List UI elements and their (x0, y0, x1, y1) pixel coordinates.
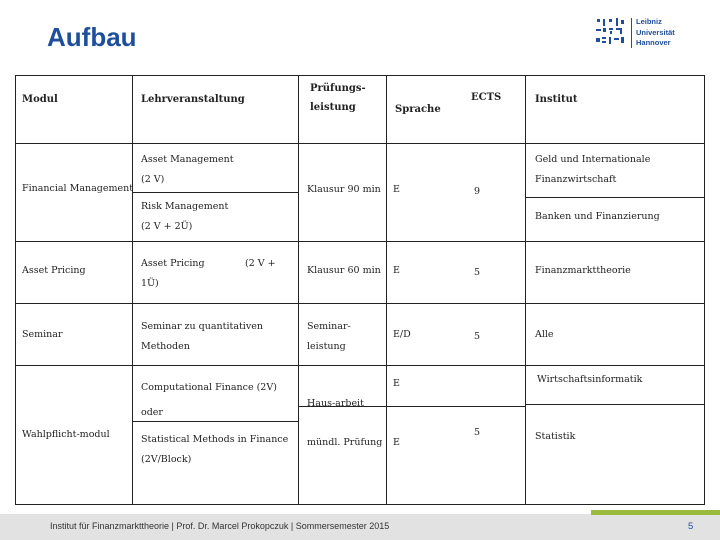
statistical-methods-course-line-1: Statistical Methods in Finance (141, 434, 289, 445)
header-pruefungsleistung-line-1: Prüfungs- (310, 83, 366, 94)
seminar-sprache: E/D (393, 329, 411, 340)
header-pruefungsleistung (310, 79, 366, 117)
wahlpflicht-pruefung-hausarbeit: Haus-arbeit (307, 398, 364, 409)
seminar-pruefung-line-1: Seminar- (307, 321, 351, 332)
row-divider (15, 241, 705, 242)
statistical-methods-course-line-2: (2V/Block) (141, 454, 192, 465)
footer-text: Institut für Finanzmarkttheorie | Prof. Dr. Marcel Prokopczuk | Sommersemester 2015 (50, 521, 390, 531)
seminar-ects: 5 (474, 331, 481, 342)
header-sprache: Sprache (395, 104, 441, 115)
header-modul: Modul (22, 94, 58, 105)
asset-pricing-course-name: Asset Pricing (141, 258, 205, 269)
row-divider (15, 143, 705, 144)
wahlpflicht-institut-2: Statistik (535, 431, 576, 442)
row-divider (525, 404, 705, 405)
wahlpflicht-sprache-1: E (393, 378, 400, 389)
seminar-modul: Seminar (22, 329, 63, 340)
footer-accent-bar (591, 510, 720, 515)
asset-pricing-ects: 5 (474, 267, 481, 278)
logo-line-2: Universität (636, 27, 675, 37)
asset-management-course-line-2: (2 V) (141, 174, 165, 185)
logo-line-1: Leibniz (636, 17, 662, 26)
page-number: 5 (688, 521, 694, 532)
financial-management-ects: 9 (474, 186, 481, 197)
column-divider (132, 75, 133, 505)
asset-pricing-pruefung: Klausur 60 min (307, 265, 381, 276)
row-divider (132, 421, 298, 422)
statistical-methods-course (141, 430, 288, 470)
header-pruefungsleistung-line-2: leistung (310, 102, 356, 113)
row-divider (15, 365, 705, 366)
financial-management-institut-1 (535, 150, 650, 190)
risk-management-course-line-1: Risk Management (141, 201, 229, 212)
row-divider (15, 303, 705, 304)
institut-geld-line-2: Finanzwirtschaft (535, 174, 617, 185)
asset-pricing-course-line-1 (141, 254, 291, 274)
seminar-pruefung-line-2: leistung (307, 341, 346, 352)
row-divider (525, 197, 705, 198)
column-divider (525, 75, 526, 505)
institut-geld-line-1: Geld und Internationale (535, 154, 651, 165)
slide-title: Aufbau (47, 22, 137, 52)
wahlpflicht-pruefung-muendlich: mündl. Prüfung (307, 437, 383, 448)
logo-separator (631, 18, 632, 48)
wahlpflicht-modul: Wahlpflicht-modul (22, 429, 110, 440)
asset-pricing-institut: Finanzmarkttheorie (535, 265, 631, 276)
seminar-course-line-2: Methoden (141, 341, 190, 352)
financial-management-sprache: E (393, 184, 400, 195)
column-divider (386, 75, 387, 505)
column-divider (298, 75, 299, 505)
seminar-course-line-1: Seminar zu quantitativen (141, 321, 263, 332)
seminar-course (141, 317, 263, 357)
asset-pricing-course-line-2: 1Ü) (141, 278, 159, 289)
seminar-pruefung (307, 317, 351, 357)
financial-management-modul: Financial Management (22, 183, 134, 194)
luh-logo-mark-icon (594, 16, 628, 50)
university-logo (594, 16, 700, 50)
row-divider (132, 192, 298, 193)
wahlpflicht-institut-1: Wirtschaftsinformatik (537, 374, 643, 385)
seminar-institut: Alle (535, 329, 554, 340)
logo-wordmark (636, 17, 675, 49)
logo-line-3: Hannover (636, 38, 671, 47)
asset-pricing-modul: Asset Pricing (22, 265, 86, 276)
header-lehrveranstaltung: Lehrveranstaltung (141, 94, 245, 105)
wahlpflicht-ects: 5 (474, 427, 481, 438)
financial-management-pruefung: Klausur 90 min (307, 184, 381, 195)
asset-management-course-line-1: Asset Management (141, 154, 234, 165)
risk-management-course-line-2: (2 V + 2Ü) (141, 221, 193, 232)
oder-label: oder (141, 407, 163, 418)
risk-management-course (141, 197, 228, 237)
computational-finance-course: Computational Finance (2V) (141, 382, 277, 393)
financial-management-institut-2: Banken und Finanzierung (535, 211, 660, 222)
asset-management-course (141, 150, 234, 190)
asset-pricing-sprache: E (393, 265, 400, 276)
asset-pricing-course (141, 254, 291, 294)
header-ects: ECTS (471, 92, 502, 103)
header-institut: Institut (535, 94, 578, 105)
asset-pricing-course-hours: (2 V + (245, 258, 276, 269)
wahlpflicht-sprache-2: E (393, 437, 400, 448)
